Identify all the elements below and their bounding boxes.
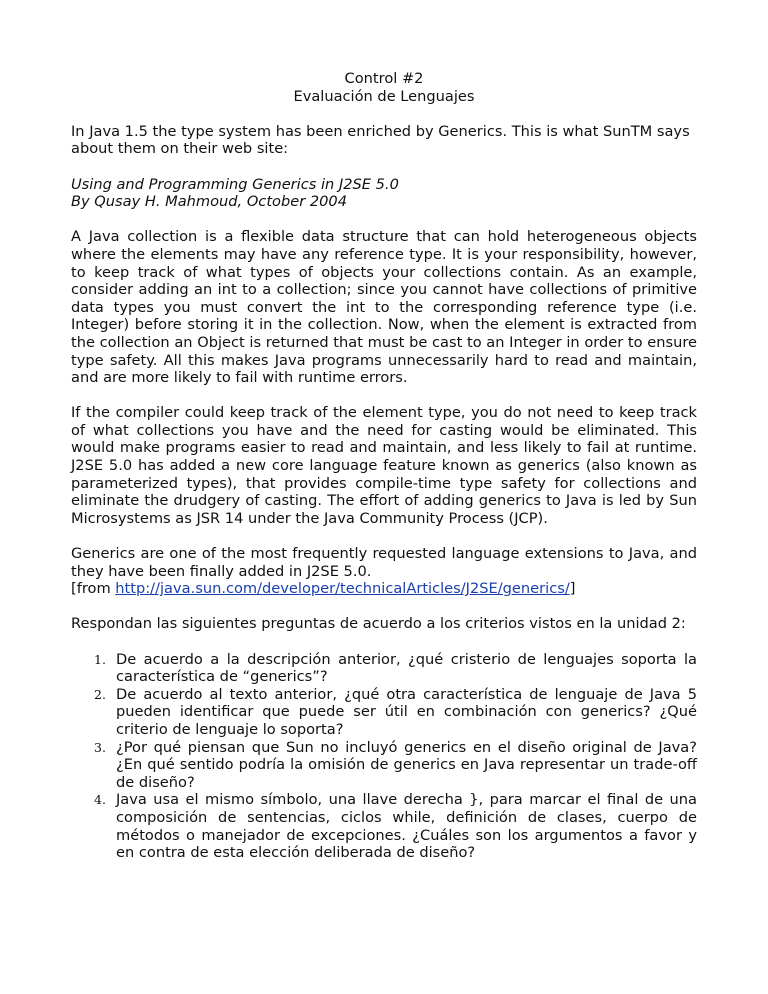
article-title: Using and Programming Generics in J2SE 5.0 [71, 175, 399, 193]
question-text: ¿Por qué piensan que Sun no incluyó generics en el diseño original de Java? ¿En qué sentido podría la omisión de generics en Java representar un trade-off de diseño? [116, 738, 697, 791]
document-title: Control #2 [344, 70, 424, 87]
question-item-3 [94, 738, 697, 792]
questions-list [71, 651, 697, 862]
question-text: De acuerdo a la descripción anterior, ¿qué cristerio de lenguajes soporta la característica de “generics”? [116, 650, 697, 686]
document-subtitle: Evaluación de Lenguajes [293, 87, 475, 105]
spacer [71, 527, 697, 545]
intro-paragraph: In Java 1.5 the type system has been enriched by Generics. This is what SunTM says about them on their web site: [71, 122, 690, 158]
spacer [71, 105, 697, 123]
source-prefix: [from [71, 580, 116, 598]
question-item-4 [94, 791, 697, 862]
question-text: De acuerdo al texto anterior, ¿qué otra característica de lenguaje de Java 5 pueden identificar que puede ser útil en combinación con generics? ¿Qué criterio de lenguaje lo soporta? [116, 685, 697, 738]
document-header [71, 70, 697, 105]
body-paragraph-3: Generics are one of the most frequently requested language extensions to Java, and they have been finally added in J2SE 5.0. [71, 545, 697, 580]
question-text: Java usa el mismo símbolo, una llave derecha }, para marcar el final de una composición de sentencias, ciclos while, definición de clases, cuerpo de métodos o manejador de excepciones. ¿Cuáles son los argumentos a favor y en contra de esta elección deliberada de diseño? [116, 791, 697, 862]
spacer [71, 387, 697, 405]
question-item-2 [94, 685, 697, 739]
spacer [71, 633, 697, 651]
question-item-1 [94, 650, 697, 686]
spacer [71, 211, 697, 229]
question-number: 4. [94, 792, 106, 808]
body-paragraph-1: A Java collection is a flexible data structure that can hold heterogeneous objects where the elements may have any reference type. It is your responsibility, however, to keep track of what types of objects your collections contain. As an example, consider adding an int to a collection; since you cannot have collections of primitive data types you must convert the int to the corresponding reference type (i.e. Integer) before storing it in the collection. Now, when the element is extracted from the collection an Object is returned that must be cast to an Integer in order to ensure type safety. All this makes Java programs unnecessarily hard to read and maintain, and are more likely to fail with runtime errors. [71, 228, 697, 387]
question-number: 1. [94, 651, 106, 667]
question-number: 3. [94, 739, 106, 755]
source-citation [71, 580, 697, 598]
document-page [71, 70, 697, 862]
spacer [71, 158, 697, 176]
instructions-paragraph: Respondan las siguientes preguntas de acuerdo a los criterios vistos en la unidad 2: [71, 615, 686, 633]
question-number: 2. [94, 686, 106, 702]
body-paragraph-2: If the compiler could keep track of the element type, you do not need to keep track of what collections you have and the need for casting would be eliminated. This would make programs easier to read and maintain, and less likely to fail at runtime. J2SE 5.0 has added a new core language feature known as generics (also known as parameterized types), that provides compile-time type safety for collections and eliminate the drudgery of casting. The effort of adding generics to Java is led by Sun Microsystems as JSR 14 under the Java Community Process (JCP). [71, 404, 697, 527]
spacer [71, 598, 697, 616]
source-link[interactable]: http://java.sun.com/developer/technicalArticles/J2SE/generics/ [115, 580, 570, 598]
article-byline: By Qusay H. Mahmoud, October 2004 [71, 193, 347, 211]
source-suffix: ] [569, 580, 576, 598]
